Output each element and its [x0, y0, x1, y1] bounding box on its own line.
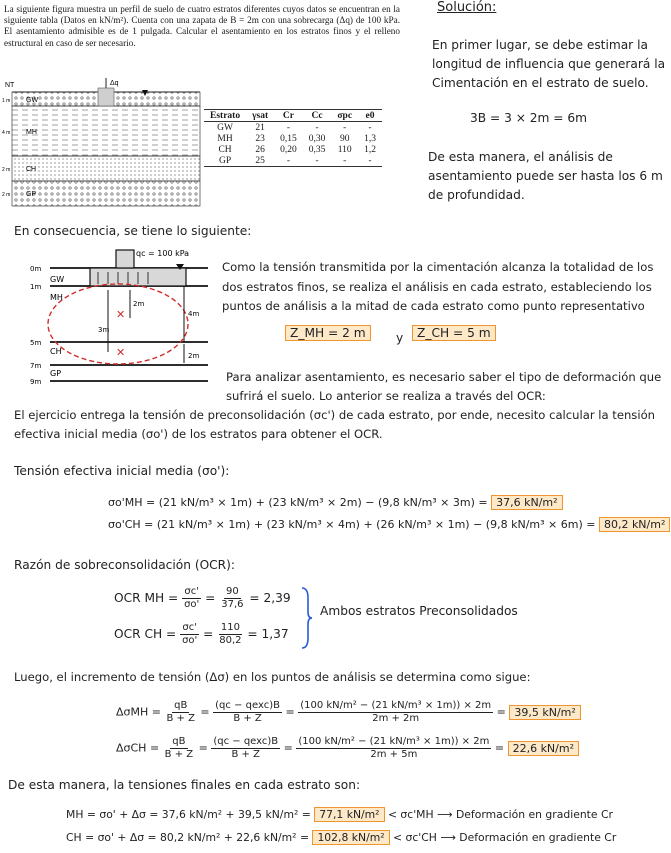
- diag-layer-mh: MH: [50, 293, 63, 302]
- fin-mh-cmp: < σc'MH ⟶ Deformación en gradiente Cr: [387, 808, 613, 821]
- ocr-ch-lhs: OCR CH =: [114, 627, 177, 641]
- table-cell: 26: [255, 144, 265, 155]
- fig-label-gp: GP: [26, 191, 37, 198]
- soil-profile-figure: [2, 78, 202, 208]
- consequence-note: En consecuencia, se tiene lo siguiente:: [14, 224, 252, 238]
- table-header: Estrato: [210, 110, 241, 121]
- z-mh-box: Z_MH = 2 m: [285, 325, 371, 341]
- table-cell: 1,2: [364, 144, 376, 155]
- table-cell: 0,20: [280, 144, 297, 155]
- svg-text:✕: ✕: [116, 346, 126, 359]
- ocr-mh-n2: 90: [226, 586, 239, 597]
- ds-mh-f3n: (100 kN/m² − (21 kN/m³ × 1m)) × 2m: [300, 700, 492, 711]
- diag-depth-7: 7m: [30, 362, 42, 370]
- fig-depth-4: 2 m: [2, 192, 11, 198]
- diag-dim-4m: 4m: [188, 310, 200, 318]
- table-row: [204, 122, 382, 134]
- preconsolidation-note: El ejercicio entrega la tensión de preconsolidación (σc') de cada estrato, por ende, necesito calcular la tensión efectiva inicial media (σo') de los estratos para obtener el OCR.: [14, 408, 656, 441]
- fig-depth-3: 2 m: [2, 167, 11, 173]
- z-and: y: [396, 331, 404, 345]
- table-cell: -: [368, 122, 372, 133]
- diag-layer-gw: GW: [50, 275, 65, 284]
- table-cell: 90: [339, 133, 350, 144]
- table-row: [204, 155, 382, 167]
- ds-ch-f1n: qB: [172, 736, 186, 747]
- diag-depth-5: 5m: [30, 339, 42, 347]
- svg-text:✕: ✕: [116, 308, 126, 321]
- table-header: γsat: [252, 110, 269, 121]
- ocr-ch-line: OCR CH = $\frac{\sigma c'}{\sigma o'}$ = $\frac{110}{80,2}$ = 1,37: [114, 622, 289, 646]
- ocr-ch-num: σc': [182, 622, 197, 633]
- fin-ch-line: [66, 831, 616, 844]
- analysis-note: Como la tensión transmitida por la cimentación alcanza la totalidad de los dos estratos finos, se realiza el análisis en cada estrato, estableciendo los puntos de análisis a la mitad de cada estrato como punto representativo: [222, 260, 654, 313]
- diag-depth-1: 1m: [30, 283, 42, 291]
- problem-statement: La siguiente figura muestra un perfil de suelo de cuatro estratos diferentes cuyos datos se encuentran en la siguiente tabla (Datos en kN/m²). Cuenta con una zapata de B = 2m con una sobrecarga (Δq) de 100 kPa. El asentamiento admisible es de 1 pulgada. Calcular el asentamiento en los estratos finos y el relleno estructural en caso de ser necesario.: [4, 4, 400, 48]
- z-ch-box: Z_CH = 5 m: [412, 325, 496, 341]
- ocr-note: Ambos estratos Preconsolidados: [320, 604, 518, 618]
- diag-dim-2m: 2m: [133, 300, 145, 308]
- ocr-mh-d2: 37,6: [221, 599, 244, 610]
- table-cell: GW: [217, 122, 233, 133]
- ocr-brace: [300, 586, 314, 650]
- ds-ch-f3d: 2m + 5m: [370, 749, 418, 760]
- ds-mh-f2d: B + Z: [233, 713, 262, 724]
- table-header: e0: [365, 110, 375, 121]
- fig-depth-1: 1 m: [2, 98, 11, 104]
- influence-equation: 3B = 3 × 2m = 6m: [470, 111, 588, 125]
- table-cell: -: [286, 155, 291, 166]
- ocr-ch-res: = 1,37: [247, 627, 289, 641]
- ocr-mh-den: σo': [184, 599, 200, 610]
- diag-depth-9: 9m: [30, 378, 42, 386]
- table-cell: 110: [337, 144, 352, 155]
- ds-ch-f2d: B + Z: [231, 749, 260, 760]
- intro-note: En primer lugar, se debe estimar la longitud de influencia que generará la Cimentación en el estrato de suelo.: [432, 38, 666, 90]
- ds-mh-f2n: (qc − qexc)B: [215, 700, 280, 711]
- ds-mh-f3d: 2m + 2m: [372, 713, 420, 724]
- table-cell: -: [286, 122, 291, 133]
- table-cell: -: [343, 122, 347, 133]
- ocr-ch-den: σo': [182, 635, 198, 646]
- table-cell: 0,30: [308, 133, 326, 144]
- diag-layer-ch: CH: [50, 347, 62, 356]
- fig-label-gw: GW: [26, 97, 39, 104]
- z-ch: [412, 326, 496, 340]
- ds-ch-result: 22,6 kN/m²: [508, 741, 579, 756]
- fin-ch-cmp: < σc'CH ⟶ Deformación en gradiente Cr: [393, 831, 617, 844]
- table-cell: 0,15: [280, 133, 297, 144]
- eff-mh-result: 37,6 kN/m²: [491, 495, 562, 510]
- table-cell: 23: [255, 133, 265, 144]
- z-mh: [285, 326, 371, 340]
- table-row: [204, 133, 382, 144]
- ocr-ch-d2: 80,2: [219, 635, 242, 646]
- final-title: De esta manera, la tensiones finales en cada estrato son:: [8, 778, 361, 792]
- table-cell: -: [368, 155, 372, 166]
- ds-mh-f1d: B + Z: [166, 713, 195, 724]
- effective-title: Tensión efectiva inicial media (σo'):: [14, 464, 230, 478]
- ds-ch-f3n: (100 kN/m² − (21 kN/m³ × 1m)) × 2m: [298, 736, 490, 747]
- diag-dim-3m: 3m: [98, 326, 110, 334]
- table-cell: -: [343, 155, 347, 166]
- eff-ch-line: [108, 518, 670, 531]
- table-cell: -: [315, 122, 319, 133]
- ds-ch-line: ΔσCH = $\frac{qB}{B + Z}$ = $\frac{\text{(qc − qexc)B}}{B + Z}$ = $\frac{\text{(100 kN/m² − (21 kN/m³ × 1m)) × 2m}}{2m + 5m}$ = 22,6 kN/m²: [116, 736, 579, 761]
- eff-ch-result: 80,2 kN/m²: [599, 517, 670, 532]
- table-cell: -: [315, 155, 319, 166]
- eff-mh-line: [108, 496, 563, 509]
- increment-title: Luego, el incremento de tensión (Δσ) en los puntos de análisis se determina como sigue:: [14, 670, 531, 684]
- ds-ch-f2n: (qc − qexc)B: [213, 736, 279, 747]
- fin-ch-result: 102,8 kN/m²: [312, 830, 389, 845]
- table-cell: GP: [218, 155, 232, 166]
- fig-label-nt: NT: [5, 82, 15, 89]
- table-header: σpc: [337, 110, 353, 121]
- diag-dim-2m-b: 2m: [188, 352, 200, 360]
- depth-note: De esta manera, el análisis de asentamiento puede ser hasta los 6 m de profundidad.: [428, 150, 663, 202]
- fig-label-ch: CH: [26, 166, 37, 173]
- eff-mh-eq: σo'MH = (21 kN/m³ × 1m) + (23 kN/m³ × 2m) − (9,8 kN/m³ × 3m) =: [108, 496, 488, 509]
- diag-qc: qc = 100 kPa: [136, 249, 190, 258]
- fin-ch-eq: CH = σo' + Δσ = 80,2 kN/m² + 22,6 kN/m² =: [66, 831, 309, 844]
- ocr-title: Razón de sobreconsolidación (OCR):: [14, 558, 236, 572]
- table-cell: 1,3: [364, 133, 376, 144]
- fin-mh-result: 77,1 kN/m²: [314, 807, 384, 822]
- solution-title: Solución:: [437, 0, 497, 15]
- fig-depth-2: 4 m: [2, 130, 11, 136]
- table-cell: 21: [255, 122, 265, 133]
- table-cell: MH: [217, 133, 233, 144]
- ds-mh-lhs: ΔσMH =: [116, 705, 161, 719]
- ds-ch-f1d: B + Z: [164, 749, 194, 760]
- ocr-ch-n2: 110: [220, 622, 240, 633]
- analysis-diagram: [28, 244, 218, 392]
- table-row: [204, 144, 382, 155]
- table-header: Cc: [311, 110, 323, 121]
- fig-label-mh: MH: [26, 129, 37, 136]
- ds-mh-f1n: qB: [174, 700, 188, 711]
- table-cell: CH: [218, 144, 232, 155]
- diag-layer-gp: GP: [50, 369, 62, 378]
- strata-table: [204, 109, 382, 167]
- ocr-mh-num: σc': [184, 586, 199, 597]
- diag-depth-0: 0m: [30, 265, 42, 273]
- fin-mh-eq: MH = σo' + Δσ = 37,6 kN/m² + 39,5 kN/m² =: [66, 808, 311, 821]
- fin-mh-line: [66, 808, 613, 821]
- ocr-mh-res: = 2,39: [249, 591, 291, 605]
- eff-ch-eq: σo'CH = (21 kN/m³ × 1m) + (23 kN/m³ × 4m) + (26 kN/m³ × 1m) − (9,8 kN/m³ × 6m) =: [108, 518, 596, 531]
- table-header: Cr: [282, 110, 294, 121]
- ds-mh-result: 39,5 kN/m²: [509, 705, 580, 720]
- ocr-mh-line: OCR MH = $\frac{\sigma c'}{\sigma o'}$ = $\frac{90}{37,6}$ = 2,39: [114, 586, 291, 610]
- table-cell: 25: [255, 155, 265, 166]
- ds-mh-line: ΔσMH = $\frac{qB}{B + Z}$ = $\frac{\text{(qc − qexc)B}}{B + Z}$ = $\frac{\text{(100 kN/m² − (21 kN/m³ × 1m)) × 2m}}{2m + 2m}$ = 39,5 kN/m²: [116, 700, 581, 725]
- ds-ch-lhs: ΔσCH =: [116, 741, 160, 755]
- fig-label-dq: Δq: [110, 80, 119, 87]
- ocr-mh-lhs: OCR MH =: [114, 591, 179, 605]
- table-cell: 0,35: [308, 144, 326, 155]
- deformation-note: Para analizar asentamiento, es necesario saber el tipo de deformación que sufrirá el suelo. Lo anterior se realiza a través del OCR:: [226, 370, 662, 403]
